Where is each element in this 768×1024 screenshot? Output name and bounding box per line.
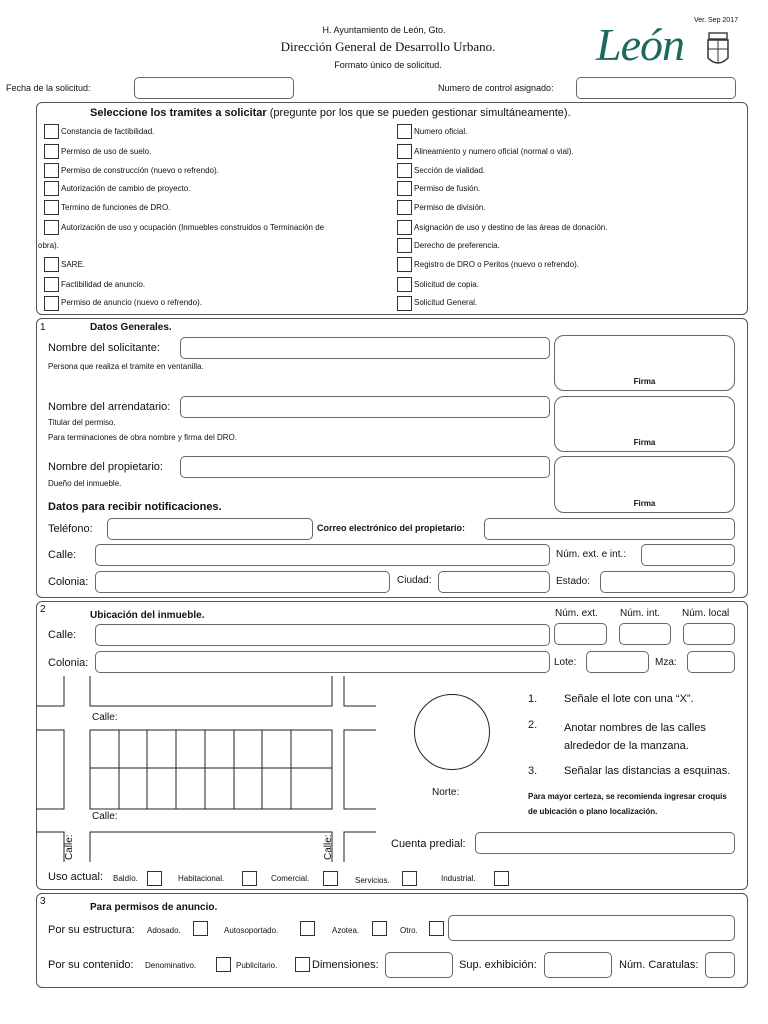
municipality: H. Ayuntamiento de León, Gto. <box>322 25 446 35</box>
other-structure-input[interactable] <box>448 915 735 941</box>
sketch-note: Para mayor certeza, se recomienda ingresar croquis de ubicación o plano localización. <box>528 792 727 816</box>
checkbox-azotea[interactable] <box>372 921 387 936</box>
email-label: Correo electrónico del propietario: <box>317 523 466 533</box>
procedure-label: Constancia de factibilidad. <box>61 127 155 136</box>
checkbox-registro-dro[interactable] <box>397 257 412 272</box>
applicant-label: Nombre del solicitante: <box>48 342 160 354</box>
instruction-text: Señalar las distancias a esquinas. <box>564 765 731 777</box>
checkbox-sare[interactable] <box>44 257 59 272</box>
applicant-note: Persona que realiza el tramite en ventanilla. <box>48 362 204 371</box>
city-input[interactable] <box>438 571 550 593</box>
procedure-label: SARE. <box>61 260 86 269</box>
checkbox-donacion[interactable] <box>397 220 412 235</box>
section-number: 1 <box>40 322 46 333</box>
content-option-label: Publicitario. <box>236 961 278 970</box>
map-street-label-bottom: Calle: <box>92 811 118 822</box>
procedure-label: Factibilidad de anuncio. <box>61 280 146 289</box>
ext-int-number-input[interactable] <box>641 544 735 566</box>
instruction-text: Señale el lote con una “X”. <box>564 693 694 705</box>
use-option-label: Servicios. <box>355 876 390 885</box>
procedure-label: Permiso de uso de suelo. <box>61 147 152 156</box>
checkbox-otro[interactable] <box>429 921 444 936</box>
north-compass[interactable] <box>414 694 490 770</box>
checkbox-numero-oficial[interactable] <box>397 124 412 139</box>
signature-label: Firma <box>633 377 656 386</box>
checkbox-termino-dro[interactable] <box>44 200 59 215</box>
checkbox-preferencia[interactable] <box>397 238 412 253</box>
procedures-title: Seleccione los tramites a solicitar (pregunte por los que se pueden gestionar simultáneamente). <box>90 107 571 119</box>
department-title: Dirección General de Desarrollo Urbano. <box>280 39 496 54</box>
signature-label: Firma <box>633 438 656 447</box>
surface-input[interactable] <box>544 952 612 978</box>
checkbox-factibilidad-anuncio[interactable] <box>44 277 59 292</box>
instruction-number: 3. <box>528 765 538 777</box>
owner-input[interactable] <box>180 456 550 478</box>
procedure-label: Derecho de preferencia. <box>414 241 500 250</box>
section-number: 3 <box>40 896 46 907</box>
coat-of-arms-icon <box>705 30 731 70</box>
surface-label: Sup. exhibición: <box>459 959 537 971</box>
checkbox-baldio[interactable] <box>147 871 162 886</box>
state-label: Estado: <box>556 576 590 587</box>
content-option-label: Denominativo. <box>145 961 197 970</box>
checkbox-alineamiento[interactable] <box>397 144 412 159</box>
checkbox-construccion[interactable] <box>44 163 59 178</box>
procedure-label: Permiso de división. <box>414 203 486 212</box>
colony-label: Colonia: <box>48 576 89 588</box>
section-title: Para permisos de anuncio. <box>90 902 218 913</box>
checkbox-division[interactable] <box>397 200 412 215</box>
section-title: Datos Generales. <box>90 322 172 333</box>
notifications-title: Datos para recibir notificaciones. <box>48 501 222 513</box>
tenant-note-1: Titular del permiso. <box>48 418 116 427</box>
block-label: Mza: <box>655 657 677 668</box>
owner-signature[interactable] <box>554 456 735 513</box>
date-label: Fecha de la solicitud: <box>6 83 91 93</box>
tenant-input[interactable] <box>180 396 550 418</box>
section-title: Ubicación del inmueble. <box>90 610 205 621</box>
phone-input[interactable] <box>107 518 313 540</box>
procedure-label: Numero oficial. <box>414 127 468 136</box>
applicant-signature[interactable] <box>554 335 735 391</box>
procedure-label: Permiso de anuncio (nuevo o refrendo). <box>61 298 202 307</box>
checkbox-solicitud-general[interactable] <box>397 296 412 311</box>
checkbox-autosoportado[interactable] <box>300 921 315 936</box>
lot-input[interactable] <box>586 651 649 673</box>
dimensions-label: Dimensiones: <box>312 959 379 971</box>
local-number-label: Núm. local <box>682 608 730 619</box>
checkbox-seccion-vialidad[interactable] <box>397 163 412 178</box>
tenant-note-2: Para terminaciones de obra nombre y firma del DRO. <box>48 433 237 442</box>
city-label: Ciudad: <box>397 575 432 586</box>
checkbox-publicitario[interactable] <box>295 957 310 972</box>
checkbox-habitacional[interactable] <box>242 871 257 886</box>
section-number: 2 <box>40 604 46 615</box>
map-street-label-top: Calle: <box>92 712 118 723</box>
use-option-label: Industrial. <box>441 874 476 883</box>
ext-number-input[interactable] <box>554 623 607 645</box>
checkbox-servicios[interactable] <box>402 871 417 886</box>
ext-number-label: Núm. ext. <box>555 608 598 619</box>
procedure-label: Sección de vialidad. <box>414 166 486 175</box>
procedure-label: Permiso de construcción (nuevo o refrendo). <box>61 166 219 175</box>
colony-input[interactable] <box>95 571 390 593</box>
procedure-label: Registro de DRO o Peritos (nuevo o refrendo). <box>414 260 579 269</box>
phone-label: Teléfono: <box>48 523 93 535</box>
checkbox-denominativo[interactable] <box>216 957 231 972</box>
street-label: Calle: <box>48 629 77 641</box>
structure-option-label: Otro. <box>400 926 418 935</box>
use-option-label: Habitacional. <box>178 874 225 883</box>
procedure-label-wrap: obra). <box>38 241 59 250</box>
procedure-label: Solicitud General. <box>414 298 478 307</box>
local-number-input[interactable] <box>683 623 735 645</box>
content-label: Por su contenido: <box>48 959 134 971</box>
leon-logo: León <box>596 19 684 70</box>
dimensions-input[interactable] <box>385 952 453 978</box>
applicant-input[interactable] <box>180 337 550 359</box>
covers-label: Núm. Caratulas: <box>619 959 699 971</box>
int-number-input[interactable] <box>619 623 671 645</box>
state-input[interactable] <box>600 571 735 593</box>
email-input[interactable] <box>484 518 735 540</box>
tenant-signature[interactable] <box>554 396 735 452</box>
use-option-label: Comercial. <box>271 874 310 883</box>
procedure-label: Asignación de uso y destino de las áreas de donación. <box>414 223 608 232</box>
procedure-label: Permiso de fusión. <box>414 184 481 193</box>
procedure-label: Autorización de cambio de proyecto. <box>61 184 191 193</box>
street-label: Calle: <box>48 549 77 561</box>
structure-option-label: Autosoportado. <box>224 926 279 935</box>
signature-label: Firma <box>633 499 656 508</box>
checkbox-adosado[interactable] <box>193 921 208 936</box>
instruction-number: 1. <box>528 693 538 705</box>
north-label: Norte: <box>432 787 460 798</box>
version-label: Ver. Sep 2017 <box>694 17 738 24</box>
block-input[interactable] <box>687 651 735 673</box>
street-input[interactable] <box>95 544 550 566</box>
form-title: Formato único de solicitud. <box>334 60 442 70</box>
instruction-text: Anotar nombres de las calles alrededor de la manzana. <box>564 722 706 752</box>
structure-option-label: Adosado. <box>147 926 181 935</box>
checkbox-uso-suelo[interactable] <box>44 144 59 159</box>
procedure-label: Termino de funciones de DRO. <box>61 203 171 212</box>
checkbox-constancia[interactable] <box>44 124 59 139</box>
date-input[interactable] <box>134 77 294 99</box>
map-street-label-left: Calle: <box>64 834 75 860</box>
structure-option-label: Azotea. <box>332 926 360 935</box>
procedure-label: Autorización de uso y ocupación (Inmuebles construidos o Terminación de <box>61 223 325 232</box>
control-number-input[interactable] <box>576 77 736 99</box>
checkbox-uso-ocupacion[interactable] <box>44 220 59 235</box>
location-street-input[interactable] <box>95 624 550 646</box>
procedure-label: Alineamiento y numero oficial (normal o vial). <box>414 147 574 156</box>
structure-label: Por su estructura: <box>48 924 135 936</box>
lot-label: Lote: <box>554 657 577 668</box>
control-number-label: Numero de control asignado: <box>438 83 554 93</box>
checkbox-comercial[interactable] <box>323 871 338 886</box>
checkbox-permiso-anuncio[interactable] <box>44 296 59 311</box>
colony-label: Colonia: <box>48 657 89 669</box>
int-number-label: Núm. int. <box>620 608 661 619</box>
ext-int-number-label: Núm. ext. e int.: <box>556 549 627 560</box>
tax-account-input[interactable] <box>475 832 735 854</box>
tenant-label: Nombre del arrendatario: <box>48 401 171 413</box>
owner-label: Nombre del propietario: <box>48 461 163 473</box>
procedure-label: Solicitud de copia. <box>414 280 479 289</box>
owner-note: Dueño del inmueble. <box>48 479 122 488</box>
covers-input[interactable] <box>705 952 735 978</box>
map-street-label-right: Calle: <box>323 834 334 860</box>
checkbox-cambio-proyecto[interactable] <box>44 181 59 196</box>
checkbox-copia[interactable] <box>397 277 412 292</box>
checkbox-industrial[interactable] <box>494 871 509 886</box>
tax-account-label: Cuenta predial: <box>391 838 466 850</box>
location-colony-input[interactable] <box>95 651 550 673</box>
checkbox-fusion[interactable] <box>397 181 412 196</box>
current-use-label: Uso actual: <box>48 871 104 883</box>
instruction-number: 2. <box>528 719 538 731</box>
use-option-label: Baldío. <box>113 874 138 883</box>
